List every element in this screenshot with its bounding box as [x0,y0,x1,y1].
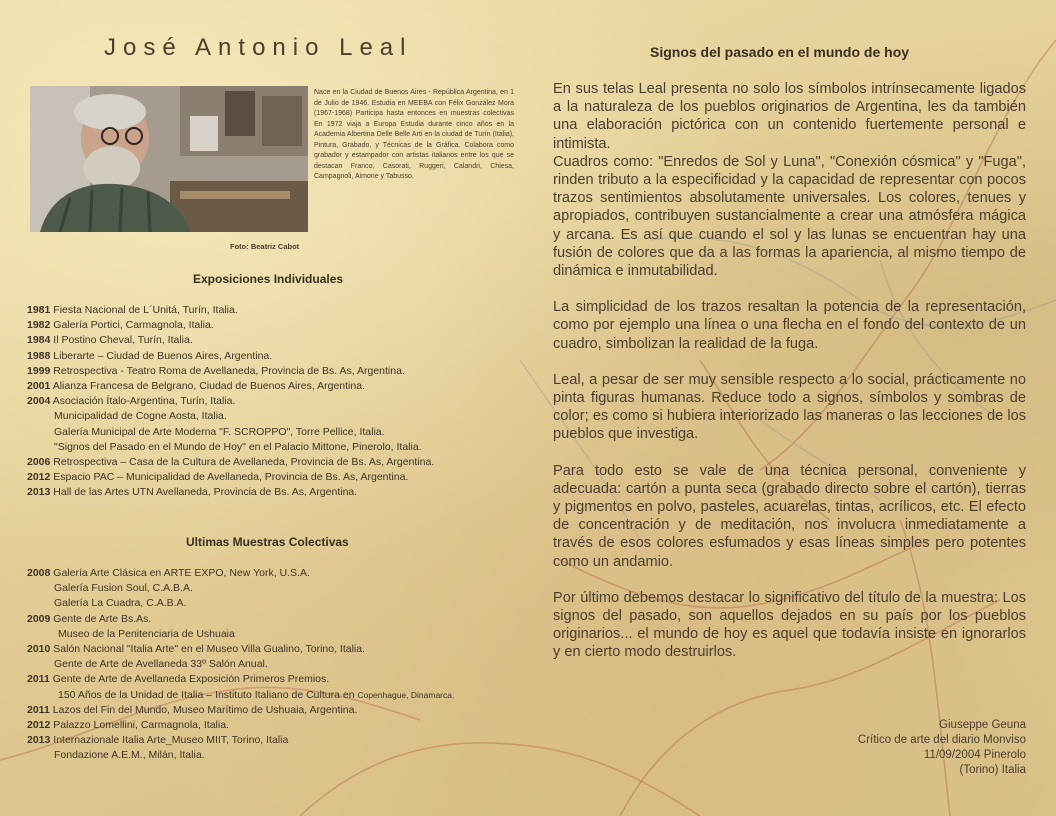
exhibition-year: 2011 [27,673,50,686]
artist-photo [30,86,308,232]
individual-exhibitions-title: Exposiciones Individuales [193,272,344,286]
exhibition-text: Galería Portici, Carmagnola, Italia. [53,319,214,332]
exhibition-year: 1999 [27,364,51,377]
exhibition-year: 2012 [27,719,51,732]
signature-role: Crítico de arte del diario Monviso [857,734,1026,746]
exhibition-item [27,455,434,470]
exhibition-text: Palazzo Lomellini, Carmagnola, Italia. [53,719,229,732]
exhibition-item [27,703,454,718]
exhibition-item [27,379,434,394]
exhibition-text: Lazos del Fin del Mundo, Museo Marítimo de Ushuaia, Argentina. [52,703,358,716]
exhibition-item [27,596,454,611]
exhibition-item [27,688,454,703]
article-body [553,80,1026,680]
exhibition-item [27,566,454,581]
exhibition-text: Fondazione A.E.M., Milán, Italia. [54,749,205,762]
exhibition-item [27,657,454,672]
exhibition-year: 2009 [27,612,51,625]
signature-name: Giuseppe Geuna [939,719,1026,731]
article-paragraph: Leal, a pesar de ser muy sensible respecto a lo social, prácticamente no pinta figuras humanas. Reduce todo a signos, símbolos y sombras de color; es como si hubiera interiorizado las maneras o las lecciones de los pueblos que investiga. [553,371,1026,443]
exhibition-item [27,440,434,455]
exhibition-text: Museo de la Penitenciaria de Ushuaia [58,627,235,640]
exhibition-text: Il Postino Cheval, Turín, Italia. [53,334,193,347]
exhibition-item [27,485,434,500]
exhibition-year: 2013 [27,486,51,499]
exhibition-year: 2013 [27,734,51,747]
artist-biography: Nace en la Ciudad de Buenos Aires - República Argentina, en 1 de Julio de 1946. Estudia en MEEBA con Félix González Mora (1967-1968) Participa hasta entonces en muestras colectivas En 1972 viaja a Europa Estudia durante cinco años en la Academia Albertina Delle Belle Arti en la ciudad de Turín (Italia), Pintura, Grabado, y Técnicas de la Gráfica. Colabora como grabador y estampador con artistas italianos entre los que se destacan Franco, Casorati, Ruggeri, Calandri, Chiesa, Campagnoli, Aimone y Tabusso. [314,89,514,180]
exhibition-item [27,364,434,379]
exhibition-text: Galería La Cuadra, C.A.B.A. [54,597,187,610]
exhibition-year: 2008 [27,567,51,579]
exhibition-item [27,581,454,596]
exhibition-item [27,349,434,364]
exhibition-item [27,425,434,440]
exhibition-item [27,672,454,687]
exhibition-year: 2001 [27,380,51,393]
exhibition-text: 150 Años de la Unidad de Italia – Instituto Italiano de Cultura en [58,688,358,701]
exhibition-year: 2010 [27,643,51,656]
collective-exhibitions-list [27,566,454,764]
signature-region: (Torino) Italia [959,764,1026,776]
exhibition-item [27,733,454,748]
signature [858,718,1026,778]
exhibition-text: Gente de Arte de Avellaneda 33º Salón Anual. [54,658,268,671]
exhibition-year: 1981 [27,304,51,316]
individual-exhibitions-list [27,303,434,501]
exhibition-item [27,642,454,657]
signature-date-place: 11/09/2004 Pinerolo [923,749,1026,761]
exhibition-text: "Signos del Pasado en el Mundo de Hoy" en el Palacio Mittone, Pinerolo, Italia. [54,440,422,453]
article-paragraph: Para todo esto se vale de una técnica personal, conveniente y adecuada: cartón a punta seca (grabado directo sobre el cartón), tierras y pigmentos en polvo, pasteles, acuarelas, tintas, acrílicos, etc. El efecto de concentración y de meditación, nos involucra inmediatamente a través de esos colores esfumados y esas líneas simples pero potentes como un andamio. [553,462,1026,570]
exhibition-year: 2011 [27,703,50,716]
article-paragraph: La simplicidad de los trazos resaltan la potencia de la representación, como por ejemplo una línea o una flecha en el fondo del contexto de un cuadro, simbolizan la realidad de la fuga. [553,299,1026,352]
exhibition-text: Espacio PAC – Municipalidad de Avellaneda, Provincia de Bs. As, Argentina. [53,471,409,484]
exhibition-text: Municipalidad de Cogne Aosta, Italia. [54,410,227,423]
exhibition-item [27,303,434,318]
exhibition-item [27,470,434,485]
exhibition-year: 1988 [27,349,51,362]
author-name: José Antonio Leal [104,34,413,61]
exhibition-item [27,718,454,733]
exhibition-item [27,612,454,627]
exhibition-year: 1984 [27,334,51,347]
exhibition-text: Gente de Arte Bs.As. [53,612,152,625]
collective-exhibitions-title: Ultimas Muestras Colectivas [186,535,349,549]
exhibition-text: Fiesta Nacional de L´Unitá, Turín, Italia. [53,304,238,316]
exhibition-text: Asociación Ítalo-Argentina, Turín, Italia. [52,395,236,408]
exhibition-text: Galería Arte Clásica en ARTE EXPO, New York, U.S.A. [53,567,310,579]
exhibition-text: Galería Municipal de Arte Moderna "F. SCROPPO", Torre Pellice, Italia. [54,425,385,438]
exhibition-text: Retrospectiva – Casa de la Cultura de Avellaneda, Provincia de Bs. As, Argentina. [53,456,435,469]
exhibition-item [27,394,434,409]
exhibition-text: Hall de las Artes UTN Avellaneda, Provincia de Bs. As, Argentina. [53,486,358,499]
exhibition-item [27,627,454,642]
exhibition-text: Gente de Arte de Avellaneda Exposición Primeros Premios. [52,673,330,686]
article-paragraph: En sus telas Leal presenta no solo los símbolos intrínsecamente ligados a la naturaleza de los pueblos originarios de Argentina, les da también una elaboración pictórica con un contenido fuertemente personal e intimista. Cuadros como: "Enredos de Sol y Luna", "Conexión cósmica" y "Fuga", rinden tributo a la especificidad y la capacidad de representar con pocos trazos sentimientos absolutamente universales. Los colores, tenues y apropiados, contribuyen sustancialmente a crear una atmósfera mágica y arcana. Es así que cuando el sol y las lunas se encuentran hay una fusión de colores que da a las formas la apariencia, al mismo tiempo de dinámica e inmutabilidad. [553,81,1026,280]
article-paragraph: Por último debemos destacar lo significativo del título de la muestra: Los signos del pasado, son aquellos dejados en su país por los pueblos originarios... el mundo de hoy es aquel que todavía insiste en ignorarlos y en cierto modo destruirlos. [553,589,1026,661]
exhibition-text-small: Copenhague, Dinamarca. [357,689,455,700]
photo-credit: Foto: Beatriz Cabot [230,242,300,251]
exhibition-item [27,409,434,424]
exhibition-text: Retrospectiva - Teatro Roma de Avellaneda, Provincia de Bs. As, Argentina. [53,364,405,377]
exhibition-year: 1982 [27,319,51,332]
exhibition-year: 2012 [27,471,51,484]
exhibition-text: Galería Fusion Soul, C.A.B.A. [54,582,193,595]
exhibition-text: Liberarte – Ciudad de Buenos Aires, Argentina. [53,349,273,362]
exhibition-text: Salón Nacional "Italia Arte" en el Museo Villa Gualino, Torino, Italia. [53,643,366,656]
exhibition-year: 2006 [27,456,51,469]
exhibition-year: 2004 [27,395,51,408]
exhibition-text: Internazionale Italia Arte_Museo MIIT, Torino, Italia [53,734,289,747]
article-title: Signos del pasado en el mundo de hoy [650,44,910,60]
exhibition-item [27,318,434,333]
exhibition-text: Alianza Francesa de Belgrano, Ciudad de Buenos Aires, Argentina. [52,380,365,393]
exhibition-item [27,748,454,763]
exhibition-item [27,333,434,348]
